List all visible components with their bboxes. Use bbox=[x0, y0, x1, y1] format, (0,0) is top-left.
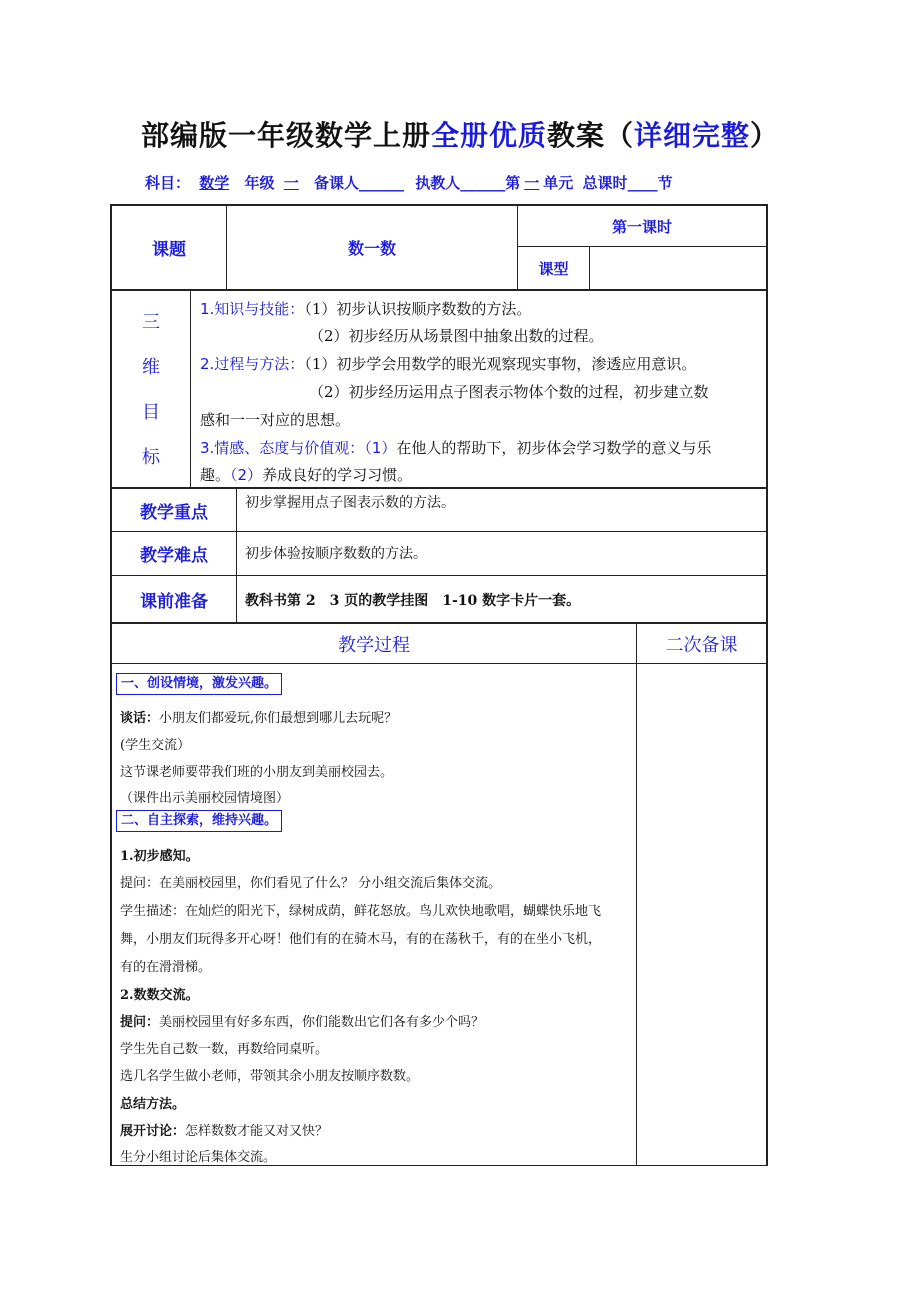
hours-label: 总课时 bbox=[582, 174, 628, 192]
goal-3a-text: 在他人的帮助下，初步体会学习数学的意义与乐 bbox=[396, 439, 712, 457]
goal-3b bbox=[200, 462, 412, 488]
goal-2b bbox=[309, 379, 709, 405]
process-line bbox=[120, 707, 397, 726]
goal-2-label: 2.过程与方法： bbox=[200, 355, 305, 373]
line-keyword: 展开讨论： bbox=[120, 1124, 186, 1139]
line-text: 怎样数数才能又对又快？ bbox=[185, 1124, 329, 1139]
key-point-label: 教学重点 bbox=[140, 502, 208, 523]
type-value bbox=[590, 247, 766, 289]
side-char: 维 bbox=[142, 357, 160, 378]
process-line: 学生描述：在灿烂的阳光下，绿树成荫，鲜花怒放。鸟儿欢快地歌唱，蝴蝶快乐地飞 bbox=[120, 904, 602, 919]
goal-1b bbox=[309, 323, 604, 349]
process-line: 生分小组讨论后集体交流。 bbox=[120, 1150, 277, 1165]
process-line: 提问：在美丽校园里，你们看见了什么？ 分小组交流后集体交流。 bbox=[120, 876, 502, 891]
table-border-right bbox=[766, 204, 768, 1166]
process-line: 学生先自己数一数，再数给同桌听。 bbox=[120, 1042, 329, 1057]
goal-2a-text: （1）初步学会用数学的眼光观察现实事物，渗透应用意识。 bbox=[304, 355, 697, 373]
process-line: 这节课老师要带我们班的小朋友到美丽校园去。 bbox=[120, 765, 394, 780]
process-line: 舞，小朋友们玩得多开心呀！他们有的在骑木马，有的在荡秋千，有的在坐小飞机， bbox=[120, 932, 602, 947]
line-text: 美丽校园里有好多东西，你们能数出它们各有多少个吗？ bbox=[159, 1015, 485, 1030]
goal-2b-text: 初步经历运用点子图表示物体个数的过程，初步建立数 bbox=[348, 383, 709, 401]
period-label: 第一课时 bbox=[611, 217, 672, 236]
preparer-label: 备课人 bbox=[314, 174, 360, 192]
side-char: 标 bbox=[142, 447, 160, 468]
line-text: 小朋友们都爱玩,你们最想到哪儿去玩呢？ bbox=[159, 711, 398, 726]
process-line: 有的在滑滑梯。 bbox=[120, 960, 212, 975]
process-line: 1.初步感知。 bbox=[120, 849, 199, 864]
type-label: 课型 bbox=[538, 259, 569, 278]
difficulty-label: 教学难点 bbox=[140, 546, 208, 566]
meta-line bbox=[145, 172, 673, 193]
hours-value: ____ bbox=[627, 174, 658, 192]
preparation-value: 教科书第 2 3 页的教学挂图 1-10 数字卡片一套。 bbox=[245, 593, 581, 609]
divider bbox=[190, 290, 191, 488]
preparer-value: ______ bbox=[359, 174, 405, 192]
line-keyword: 谈话： bbox=[120, 711, 160, 726]
goal-1a bbox=[200, 296, 531, 322]
title-highlight: 详细完整 bbox=[634, 119, 751, 152]
title-part: 教案（ bbox=[546, 119, 634, 152]
goal-2b-cont: 感和一一对应的思想。 bbox=[200, 411, 351, 429]
goal-3-label: 3.情感、态度与价值观：（1） bbox=[200, 439, 397, 457]
side-char: 三 bbox=[142, 312, 160, 333]
table-border-bottom bbox=[110, 1165, 768, 1166]
title-part: 部编版一年级数学上册 bbox=[140, 119, 431, 152]
difficulty-value: 初步体验按顺序数数的方法。 bbox=[245, 546, 427, 562]
process-line bbox=[120, 1011, 484, 1030]
line-keyword: 提问： bbox=[120, 1015, 160, 1030]
hours-suffix: 节 bbox=[657, 174, 673, 192]
key-point-value: 初步掌握用点子图表示数的方法。 bbox=[245, 495, 455, 511]
section-2-heading: 二、自主探索，维持兴趣。 bbox=[116, 810, 282, 832]
goal-3b-text: 趣。 bbox=[200, 466, 231, 484]
goal-1b-label: （2） bbox=[309, 327, 349, 345]
teacher-label: 执教人 bbox=[415, 174, 461, 192]
process-line: 2.数数交流。 bbox=[120, 988, 199, 1003]
divider bbox=[110, 663, 767, 664]
goal-1-label: 1.知识与技能： bbox=[200, 300, 305, 318]
process-line bbox=[120, 1120, 328, 1139]
divider bbox=[236, 488, 237, 623]
goals-side-label bbox=[138, 300, 164, 480]
goal-1b-text: 初步经历从场景图中抽象出数的过程。 bbox=[348, 327, 604, 345]
side-char: 目 bbox=[142, 402, 160, 423]
process-header: 教学过程 bbox=[338, 634, 410, 656]
page-title bbox=[0, 114, 920, 154]
topic-value: 数一数 bbox=[347, 239, 396, 258]
divider bbox=[636, 623, 637, 1166]
goal-3b-text2: 养成良好的学习习惯。 bbox=[262, 466, 413, 484]
goal-3a bbox=[200, 435, 711, 461]
second-prep-header: 二次备课 bbox=[665, 634, 738, 656]
process-line: (学生交流） bbox=[120, 738, 191, 753]
title-part: ） bbox=[750, 119, 780, 152]
subject-label: 科目： bbox=[145, 174, 191, 192]
subject-value: 数学 bbox=[199, 174, 230, 192]
goal-2b-label: （2） bbox=[309, 383, 349, 401]
table-border-left bbox=[110, 204, 112, 1166]
process-line: （课件出示美丽校园情境图） bbox=[120, 791, 290, 806]
goal-3b-label: （2） bbox=[230, 466, 263, 484]
preparation-label: 课前准备 bbox=[140, 591, 208, 612]
section-1-heading: 一、创设情境，激发兴趣。 bbox=[116, 673, 282, 695]
divider bbox=[110, 289, 767, 291]
unit-suffix: 单元 bbox=[543, 174, 574, 192]
grade-value: 一 bbox=[283, 174, 299, 192]
process-line: 选几名学生做小老师，带领其余小朋友按顺序数数。 bbox=[120, 1069, 420, 1084]
goal-2a bbox=[200, 351, 696, 377]
teacher-value: ______ bbox=[460, 174, 506, 192]
unit-value: 一 bbox=[524, 174, 540, 192]
title-highlight: 全册优质 bbox=[430, 119, 547, 152]
process-line: 总结方法。 bbox=[120, 1097, 186, 1112]
grade-label: 年级 bbox=[244, 174, 275, 192]
goal-1a-text: （1）初步认识按顺序数数的方法。 bbox=[304, 300, 532, 318]
topic-label: 课题 bbox=[152, 240, 186, 260]
unit-prefix: 第 bbox=[505, 174, 521, 192]
